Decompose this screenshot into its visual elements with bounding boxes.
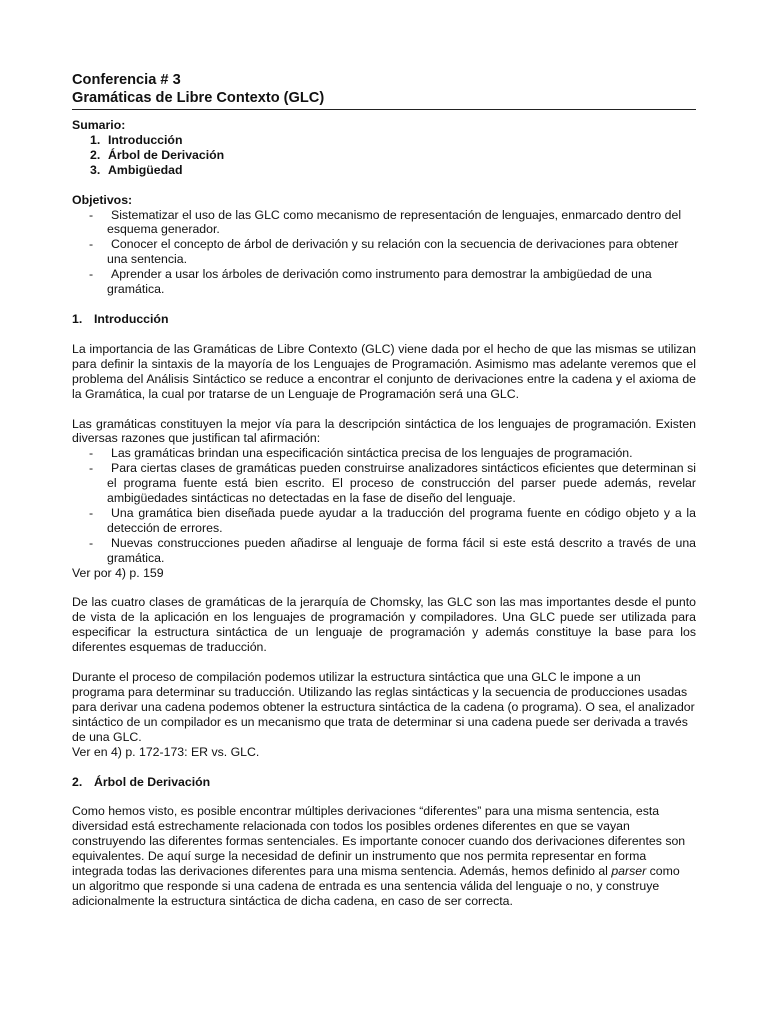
objetivo-item: - Aprender a usar los árboles de derivación como instrumento para demostrar la ambigüedad de una gramática. [89, 267, 652, 297]
section-heading-introduccion: 1. Introducción [72, 311, 169, 326]
sumario-item: 1. Introducción [90, 132, 183, 147]
document-title [72, 72, 696, 107]
sumario-list [72, 133, 696, 178]
paragraph: Las gramáticas constituyen la mejor vía para la descripción sintáctica de los lenguajes de programación. Existen diversas razones que justifican tal afirmación: [72, 416, 696, 446]
objetivo-item: - Conocer el concepto de árbol de derivación y su relación con la secuencia de derivaciones para obtener una sentencia. [89, 237, 679, 267]
reason-item: - Nuevas construcciones pueden añadirse al lenguaje de forma fácil si este está descrito a través de una gramática. [89, 535, 696, 565]
title-line-2: Gramáticas de Libre Contexto (GLC) [72, 89, 325, 106]
title-line-1: Conferencia # 3 [72, 72, 181, 88]
document-content [72, 72, 696, 909]
sumario-item: 3. Ambigüedad [90, 162, 183, 177]
paragraph: Como hemos visto, es posible encontrar múltiples derivaciones “diferentes” para una misma sentencia, esta diversidad está estrechamente relacionada con todos los posibles ordenes diferentes en que se vayan construyendo las diferentes formas sentenciales. Es importante conocer cuando dos derivaciones diferentes son equivalentes. De aquí surge la necesidad de definir un instrumento que nos permita representar en forma integrada todas las derivaciones diferentes para una misma sentencia. Además, hemos definido al parser como un algoritmo que responde si una cadena de entrada es una sentencia válida del lenguaje o no, y construye adicionalmente la estructura sintáctica de dicha cadena, en caso de ser correcta. [72, 804, 686, 908]
reference: Ver por 4) p. 159 [72, 565, 164, 580]
reason-item: - Una gramática bien diseñada puede ayudar a la traducción del programa fuente en código objeto y a la detección de errores. [89, 505, 696, 535]
parser-term: parser [611, 864, 647, 879]
paragraph: Durante el proceso de compilación podemos utilizar la estructura sintáctica que una GLC le impone a un programa para determinar su traducción. Utilizando las reglas sintácticas y la secuencia de producciones usadas para derivar una cadena podemos obtener la estructura sintáctica de la cadena (o programa). O sea, el analizador sintáctico de un compilador es un mecanismo que trata de determinar si una cadena puede ser derivada a través de una GLC. [72, 670, 695, 744]
paragraph: La importancia de las Gramáticas de Libre Contexto (GLC) viene dada por el hecho de que las mismas se utilizan para definir la sintaxis de la mayoría de los Lenguajes de Programación. Asimismo mas adelante veremos que el problema del Análisis Sintáctico se reduce a encontrar el conjunto de derivaciones entre la cadena y el axioma de la Gramática, la cual por tratarse de un Lenguaje de Programación será una GLC. [72, 341, 696, 401]
sumario-label: Sumario: [72, 118, 126, 132]
objetivo-item: - Sistematizar el uso de las GLC como mecanismo de representación de lenguajes, enmarcado dentro del esquema generador. [89, 207, 682, 237]
reason-item: - Para ciertas clases de gramáticas pueden construirse analizadores sintácticos eficientes que determinan si el programa fuente está bien escrito. El proceso de construcción del parser puede además, revelar ambigüedades sintácticas no detectadas en la fase de diseño del lenguaje. [89, 461, 696, 506]
paragraph: De las cuatro clases de gramáticas de la jerarquía de Chomsky, las GLC son las mas importantes desde el punto de vista de la aplicación en los lenguajes de programación y compiladores. Una GLC puede ser utilizada para especificar la estructura sintáctica de un lenguaje de programación y además constituye la base para los diferentes esquemas de traducción. [72, 595, 696, 655]
reason-item: - Las gramáticas brindan una especificación sintáctica precisa de los lenguajes de programación. [89, 446, 633, 461]
reference: Ver en 4) p. 172-173: ER vs. GLC. [72, 744, 260, 759]
sumario-item: 2. Árbol de Derivación [90, 147, 225, 162]
objetivos-label: Objetivos: [72, 192, 133, 207]
section-heading-arbol: 2. Árbol de Derivación [72, 774, 211, 789]
